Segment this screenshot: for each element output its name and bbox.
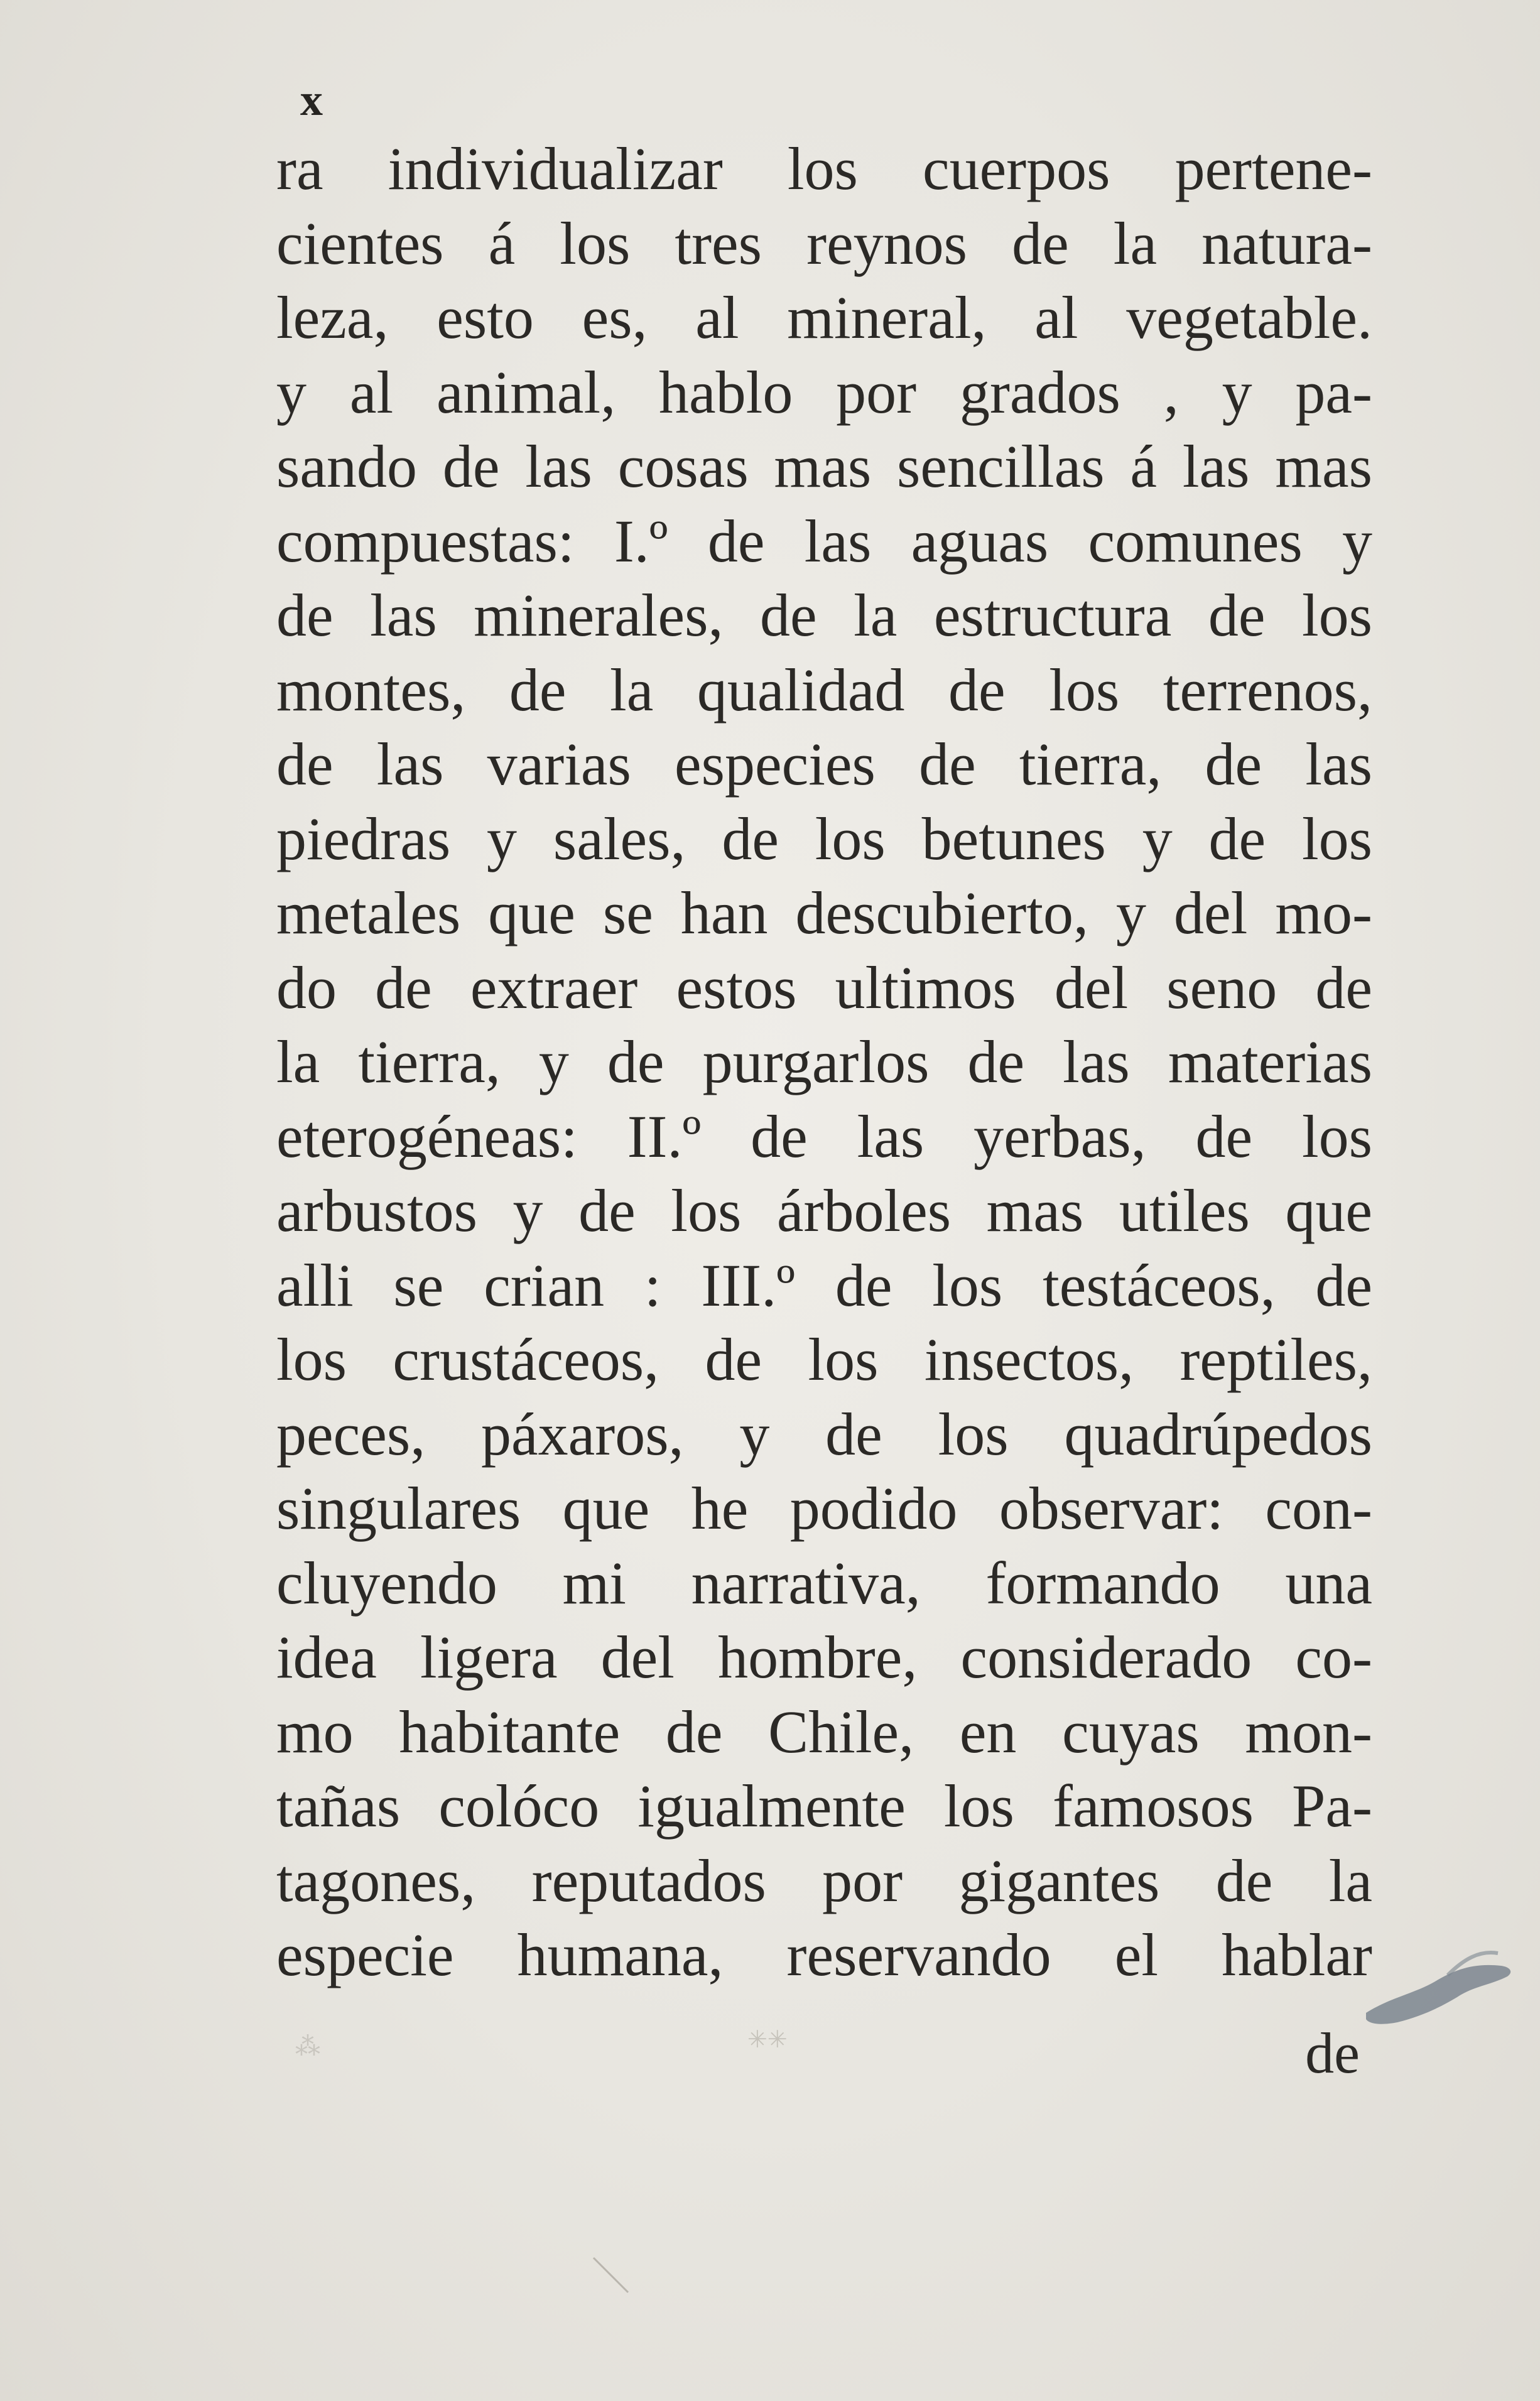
text-line: ra individualizar los cuerpos pertene- (276, 135, 1372, 202)
text-line: arbustos y de los árboles mas utiles que (276, 1177, 1372, 1244)
text-line: alli se crian : III.º de los testáceos, de (276, 1251, 1372, 1319)
text-line: los crustáceos, de los insectos, reptiles, (276, 1326, 1372, 1393)
body-text (276, 132, 1372, 1993)
text-line: cluyendo mi narrativa, formando una (276, 1549, 1372, 1617)
text-line: idea ligera del hombre, considerado co- (276, 1623, 1372, 1691)
catchword-row (276, 2016, 1372, 2090)
catchword: de (1305, 2021, 1360, 2085)
show-through-mark: ⁂ (295, 2032, 320, 2061)
text-line: mo habitante de Chile, en cuyas mon- (276, 1698, 1372, 1765)
text-line: la tierra, y de purgarlos de las materias (276, 1028, 1372, 1095)
text-line: sando de las cosas mas sencillas á las mas (276, 433, 1372, 500)
text-line: piedras y sales, de los betunes y de los (276, 805, 1372, 872)
text-line: eterogéneas: II.º de las yerbas, de los (276, 1102, 1372, 1170)
text-line: metales que se han descubierto, y del mo- (276, 879, 1372, 946)
text-line: leza, esto es, al mineral, al vegetable. (276, 284, 1372, 351)
text-line: de las varias especies de tierra, de las (276, 730, 1372, 798)
text-line: compuestas: I.º de las aguas comunes y (276, 507, 1372, 575)
paper-crease-icon (590, 2255, 641, 2305)
text-line: y al animal, hablo por grados , y pa- (276, 358, 1372, 426)
text-line: de las minerales, de la estructura de los (276, 582, 1372, 649)
text-line: singulares que he podido observar: con- (276, 1475, 1372, 1542)
text-line: peces, páxaros, y de los quadrúpedos (276, 1400, 1372, 1468)
ink-smudge-icon (1353, 1938, 1517, 2038)
page-number: x (300, 75, 324, 125)
text-line: tagones, reputados por gigantes de la (276, 1846, 1372, 1914)
text-line: tañas colóco igualmente los famosos Pa- (276, 1772, 1372, 1840)
text-line: especie humana, reservando el hablar (276, 1921, 1372, 1988)
press-ornament-mark: ✳✳ (747, 2025, 788, 2053)
text-line: do de extraer estos ultimos del seno de (276, 953, 1372, 1021)
text-line: cientes á los tres reynos de la natura- (276, 209, 1372, 277)
text-line: montes, de la qualidad de los terrenos, (276, 656, 1372, 724)
